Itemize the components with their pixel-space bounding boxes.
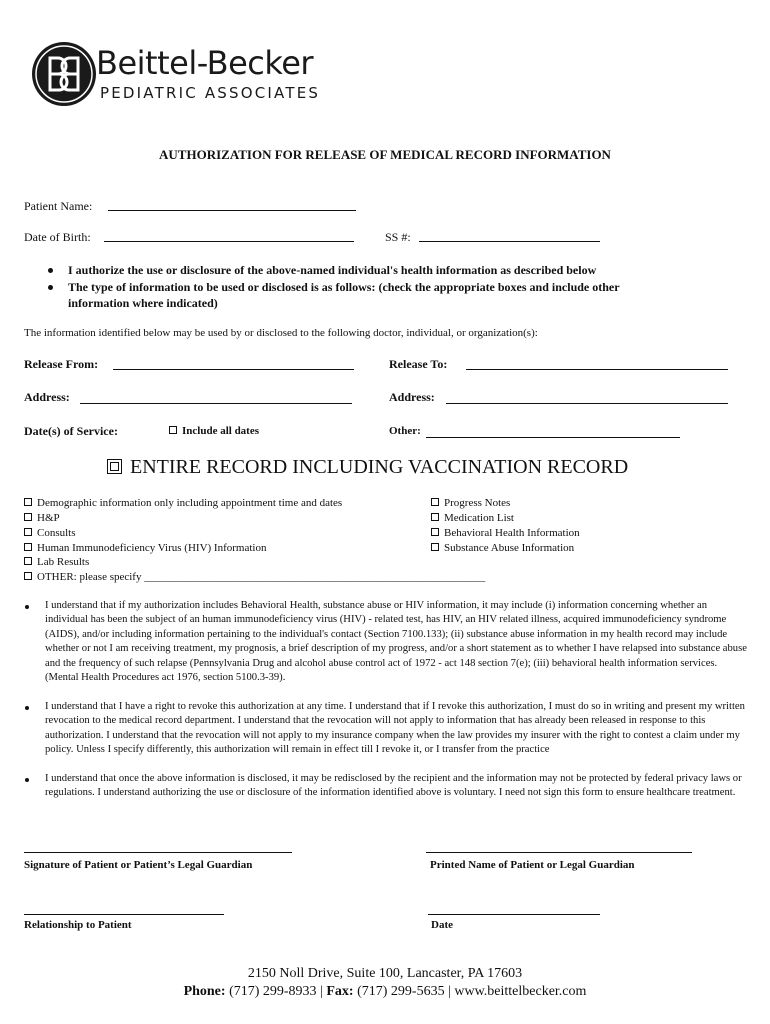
release-from-field[interactable]: [113, 369, 354, 370]
relationship-label: Relationship to Patient: [24, 919, 132, 931]
patient-name-label: Patient Name:: [24, 199, 93, 213]
include-all-dates-label: Include all dates: [182, 425, 260, 437]
legal-paragraph-2: I understand that I have a right to revoke this authorization at any time. I understand that if I revoke this authorization, I must do so in writing and present my written revocation to the medical record department. I understand that the revocation will not apply to information that has already been released in response to this authorization. I understand that the revocation will not apply to my insurance company when the law provides my insurer with the right to contest a claim under my policy. Unless I specify differently, this authorization will remain in effect till I revoke it, or I transfer from the practice: [45, 701, 745, 756]
checklist-item[interactable]: Human Immunodeficiency Virus (HIV) Information: [24, 542, 266, 554]
checkbox[interactable]: [431, 498, 439, 506]
checklist-item[interactable]: H&P: [24, 512, 60, 524]
checklist-item[interactable]: Lab Results: [24, 556, 89, 568]
entire-record-checkbox[interactable]: [107, 459, 122, 474]
patient-name-field[interactable]: [108, 210, 356, 211]
fax-number-and-website: (717) 299-5635 | www.beittelbecker.com: [353, 984, 587, 999]
address-from-label: Address:: [24, 390, 70, 404]
phone-label: Phone:: [183, 984, 226, 999]
bullet-icon: [48, 268, 53, 273]
date-field[interactable]: [428, 914, 600, 915]
practice-subtitle: PEDIATRIC ASSOCIATES: [100, 84, 321, 102]
checkbox[interactable]: [24, 498, 32, 506]
printed-name-field[interactable]: [426, 852, 692, 853]
legal-paragraph-1: I understand that if my authorization includes Behavioral Health, substance abuse or HIV information, it may include (i) information concerning whether an individual has been the subject of an human immunodeficiency virus (HIV) - related test, has HIV, an HIV related illness, acquired immunodeficiency syndrome (AIDS), and/or including information pertaining to the individual's contact (Section 7100.133); (ii) substance abuse information in my health record may include whether or not I am receiving treatment, my prognosis, a brief description of my progress, and/or a short statement as to whether I have relapsed into substance abuse and the frequency of such relapse (Pennsylvania Drug and alcohol abuse control act of 1972 - act 148 section 7(e); (iii) behavioral health information services. (Mental Health Procedures act 1976, section 5100.3-39).: [45, 600, 747, 684]
printed-name-label: Printed Name of Patient or Legal Guardian: [430, 859, 635, 871]
checkbox[interactable]: [24, 572, 32, 580]
footer-contact: [0, 984, 770, 1000]
checklist-item[interactable]: OTHER: please specify ______________________________________________________________: [24, 571, 485, 583]
include-all-dates-option[interactable]: [169, 425, 259, 437]
relationship-field[interactable]: [24, 914, 224, 915]
checkbox[interactable]: [24, 528, 32, 536]
authorize-line-3: information where indicated): [68, 296, 218, 310]
checklist-item[interactable]: Demographic information only including appointment time and dates: [24, 497, 342, 509]
bullet-icon: [25, 706, 29, 710]
checkbox[interactable]: [24, 543, 32, 551]
checkbox[interactable]: [24, 557, 32, 565]
address-from-field[interactable]: [80, 403, 352, 404]
ss-label: SS #:: [385, 230, 411, 244]
other-field[interactable]: [426, 437, 680, 438]
info-statement: The information identified below may be used by or disclosed to the following doctor, individual, or organization(s):: [24, 327, 538, 339]
include-all-dates-checkbox[interactable]: [169, 426, 177, 434]
checklist-item[interactable]: Substance Abuse Information: [431, 542, 574, 554]
checklist-item[interactable]: Medication List: [431, 512, 514, 524]
release-to-label: Release To:: [389, 357, 448, 371]
address-to-label: Address:: [389, 390, 435, 404]
signature-label: Signature of Patient or Patient’s Legal Guardian: [24, 859, 253, 871]
other-label: Other:: [389, 425, 421, 437]
checkbox[interactable]: [431, 543, 439, 551]
bullet-icon: [48, 285, 53, 290]
entire-record-option[interactable]: [107, 456, 628, 479]
checkbox[interactable]: [24, 513, 32, 521]
practice-logo: [30, 40, 360, 110]
checklist-item[interactable]: Behavioral Health Information: [431, 527, 580, 539]
ss-field[interactable]: [419, 241, 600, 242]
checklist-item[interactable]: Progress Notes: [431, 497, 510, 509]
authorize-line-1: I authorize the use or disclosure of the above-named individual's health information as described below: [68, 263, 597, 277]
fax-label: Fax:: [326, 984, 354, 999]
practice-name: Beittel-Becker: [96, 44, 314, 82]
phone-number: (717) 299-8933 |: [225, 984, 327, 999]
form-title: AUTHORIZATION FOR RELEASE OF MEDICAL RECORD INFORMATION: [159, 147, 611, 162]
release-from-label: Release From:: [24, 357, 99, 371]
checkbox[interactable]: [431, 513, 439, 521]
dates-of-service-label: Date(s) of Service:: [24, 424, 118, 438]
checkbox[interactable]: [431, 528, 439, 536]
checklist-item[interactable]: Consults: [24, 527, 76, 539]
address-to-field[interactable]: [446, 403, 728, 404]
footer-address: 2150 Noll Drive, Suite 100, Lancaster, PA 17603: [247, 966, 523, 981]
dob-label: Date of Birth:: [24, 230, 91, 244]
release-to-field[interactable]: [466, 369, 728, 370]
date-label: Date: [431, 919, 453, 931]
dob-field[interactable]: [104, 241, 354, 242]
signature-field[interactable]: [24, 852, 292, 853]
entire-record-label: ENTIRE RECORD INCLUDING VACCINATION RECORD: [130, 456, 629, 478]
bullet-icon: [25, 605, 29, 609]
bb-monogram-icon: [30, 40, 98, 108]
authorize-line-2: The type of information to be used or disclosed is as follows: (check the appropriate boxes and include other: [68, 280, 620, 294]
bullet-icon: [25, 778, 29, 782]
legal-paragraph-3: I understand that once the above information is disclosed, it may be redisclosed by the recipient and the information may not be protected by federal privacy laws or regulations. I understand authorizing the use or disclosure of the information identified above is voluntary. I need not sign this form to ensure healthcare treatment.: [45, 773, 742, 799]
